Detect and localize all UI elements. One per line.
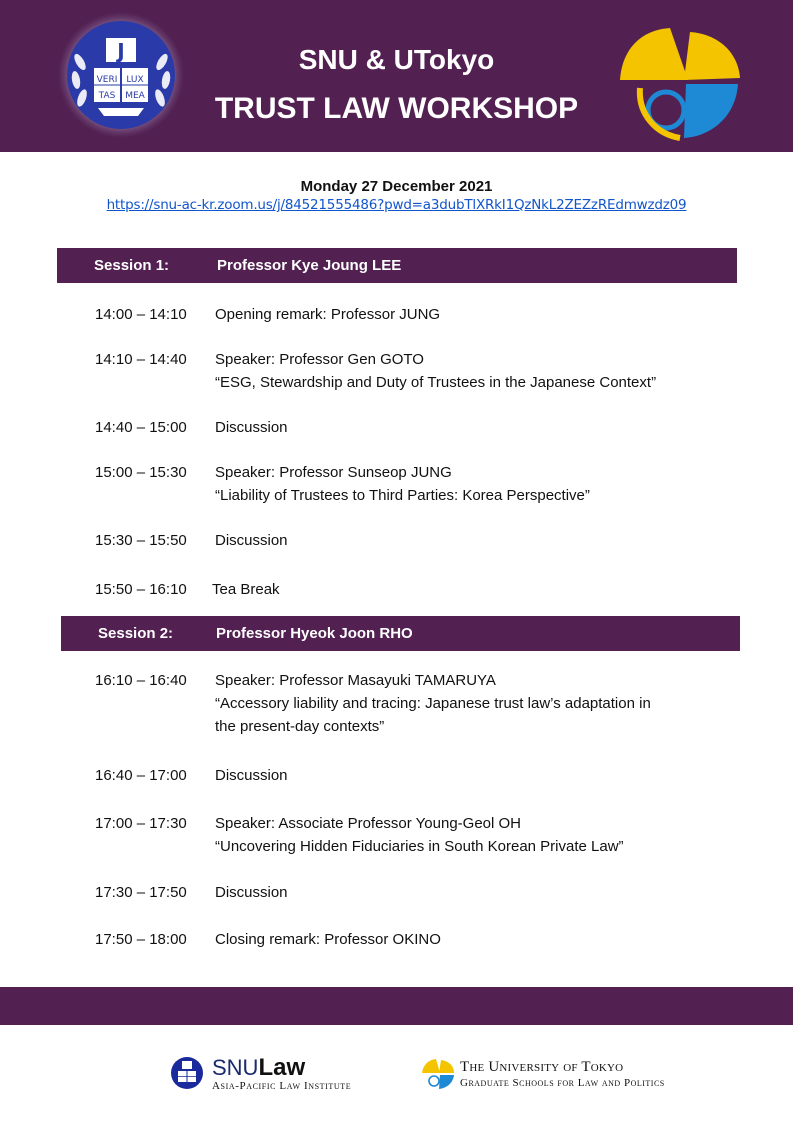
agenda-text: Tea Break <box>212 581 280 598</box>
agenda-text: Opening remark: Professor JUNG <box>215 306 441 323</box>
emblem-text-lux: LUX <box>126 75 144 85</box>
svg-text:J: J <box>117 39 125 63</box>
snu-small-emblem-icon <box>170 1055 204 1091</box>
workshop-title-line2: TRUST LAW WORKSHOP <box>214 92 579 125</box>
snu-law-wordmark <box>212 1054 351 1092</box>
agenda-text: Discussion <box>215 419 288 436</box>
zoom-link[interactable]: https://snu-ac-kr.zoom.us/j/84521555486?pwd=a3dubTlXRkI1QzNkL2ZEZzREdmwzdz09 <box>106 197 687 213</box>
utokyo-small-ginkgo-icon <box>421 1058 455 1090</box>
agenda-text: Discussion <box>215 884 288 901</box>
agenda-text: Discussion <box>215 767 288 784</box>
utokyo-schools: Graduate Schools for Law and Politics <box>460 1077 665 1089</box>
talk-title: “ESG, Stewardship and Duty of Trustees in the Japanese Context” <box>215 374 657 391</box>
snu-institute-name: Asia-Pacific Law Institute <box>212 1080 352 1092</box>
time-slot: 16:40 – 17:00 <box>95 767 187 784</box>
agenda-text: Discussion <box>215 532 288 549</box>
workshop-title-line1: SNU & UTokyo <box>298 44 495 75</box>
talk-title: “Uncovering Hidden Fiduciaries in South Korean Private Law” <box>215 838 624 855</box>
time-slot: 16:10 – 16:40 <box>95 672 187 689</box>
utokyo-wordmark <box>460 1059 665 1089</box>
event-date: Monday 27 December 2021 <box>300 178 493 195</box>
time-slot: 14:00 – 14:10 <box>95 306 187 323</box>
session-2-header <box>61 616 740 651</box>
session-2-chair: Professor Hyeok Joon RHO <box>216 625 413 642</box>
emblem-text-mea: MEA <box>125 91 145 101</box>
talk-title: “Accessory liability and tracing: Japanese trust law’s adaptation in <box>215 695 651 712</box>
speaker-text: Speaker: Professor Masayuki TAMARUYA <box>215 672 496 689</box>
time-slot: 17:50 – 18:00 <box>95 931 187 948</box>
session-1-header <box>57 248 737 283</box>
speaker-text: Speaker: Professor Gen GOTO <box>215 351 424 368</box>
time-slot: 17:00 – 17:30 <box>95 815 187 832</box>
emblem-text-tas: TAS <box>98 91 116 101</box>
header-banner <box>0 0 793 152</box>
time-slot: 14:40 – 15:00 <box>95 419 187 436</box>
time-slot: 15:30 – 15:50 <box>95 532 187 549</box>
time-slot: 14:10 – 14:40 <box>95 351 187 368</box>
snu-name: SNU <box>212 1055 259 1080</box>
utokyo-ginkgo-logo <box>614 22 744 142</box>
time-slot: 15:50 – 16:10 <box>95 581 187 598</box>
footer-bar <box>0 987 793 1025</box>
talk-title-continued: the present-day contexts” <box>215 718 385 735</box>
snu-law: Law <box>258 1054 306 1081</box>
speaker-text: Speaker: Associate Professor Young-Geol OH <box>215 815 522 832</box>
time-slot: 17:30 – 17:50 <box>95 884 187 901</box>
talk-title: “Liability of Trustees to Third Parties: Korea Perspective” <box>215 487 590 504</box>
agenda-text: Closing remark: Professor OKINO <box>215 931 441 948</box>
emblem-text-veri: VERI <box>96 75 118 85</box>
time-slot: 15:00 – 15:30 <box>95 464 187 481</box>
session-1-label: Session 1: <box>94 257 170 274</box>
speaker-text: Speaker: Professor Sunseop JUNG <box>215 464 452 481</box>
snu-emblem-logo <box>58 12 184 138</box>
session-1-chair: Professor Kye Joung LEE <box>217 257 402 274</box>
session-2-label: Session 2: <box>98 625 174 642</box>
utokyo-name: The University of Tokyo <box>460 1059 624 1075</box>
